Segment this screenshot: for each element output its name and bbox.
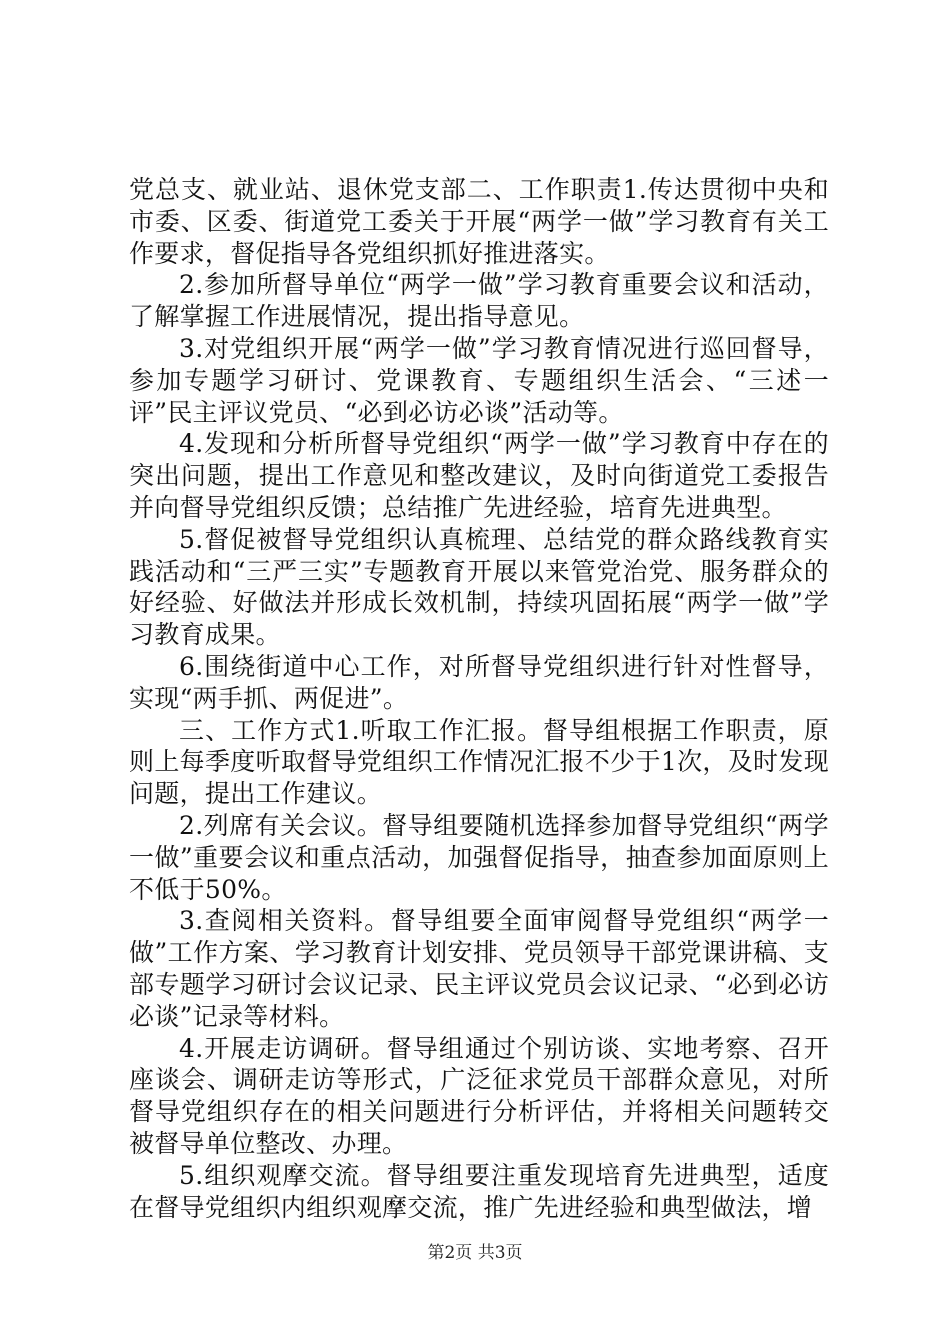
paragraph-4: 4.发现和分析所督导党组织“两学一做”学习教育中存在的突出问题，提出工作意见和整改建议，及时向街道党工委报告并向督导党组织反馈；总结推广先进经验，培育先进典型。 (129, 429, 829, 522)
paragraph-6: 6.围绕街道中心工作，对所督导党组织进行针对性督导，实现“两手抓、两促进”。 (129, 651, 829, 713)
paragraph-11: 5.组织观摩交流。督导组要注重发现培育先进典型，适度在督导党组织内组织观摩交流，推广先进经验和典型做法，增 (129, 1160, 829, 1222)
paragraph-7: 三、工作方式1.听取工作汇报。督导组根据工作职责，原则上每季度听取督导党组织工作情况汇报不少于1次，及时发现问题，提出工作建议。 (129, 715, 829, 809)
paragraph-9: 3.查阅相关资料。督导组要全面审阅督导党组织“两学一做”工作方案、学习教育计划安排、党员领导干部党课讲稿、支部专题学习研讨会议记录、民主评议党员会议记录、“必到必访必谈”记录等材料。 (129, 906, 829, 1031)
page-number-footer: 第2页 共3页 (427, 1243, 523, 1263)
paragraph-8: 2.列席有关会议。督导组要随机选择参加督导党组织“两学一做”重要会议和重点活动，加强督促指导，抽查参加面原则上不低于50%。 (129, 810, 829, 904)
paragraph-2: 2.参加所督导单位“两学一做”学习教育重要会议和活动，了解掌握工作进展情况，提出指导意见。 (129, 270, 829, 332)
paragraph-1: 党总支、就业站、退休党支部二、工作职责1.传达贯彻中央和市委、区委、街道党工委关于开展“两学一做”学习教育有关工作要求，督促指导各党组织抓好推进落实。 (129, 175, 829, 268)
paragraph-5: 5.督促被督导党组织认真梳理、总结党的群众路线教育实践活动和“三严三实”专题教育开展以来管党治党、服务群众的好经验、好做法并形成长效机制，持续巩固拓展“两学一做”学习教育成果。 (129, 524, 829, 650)
paragraph-10: 4.开展走访调研。督导组通过个别访谈、实地考察、召开座谈会、调研走访等形式，广泛征求党员干部群众意见，对所督导党组织存在的相关问题进行分析评估，并将相关问题转交被督导单位整改、办理。 (129, 1033, 829, 1158)
paragraph-3: 3.对党组织开展“两学一做”学习教育情况进行巡回督导，参加专题学习研讨、党课教育、专题组织生活会、“三述一评”民主评议党员、“必到必访必谈”活动等。 (129, 333, 829, 427)
document-body (129, 174, 829, 1223)
